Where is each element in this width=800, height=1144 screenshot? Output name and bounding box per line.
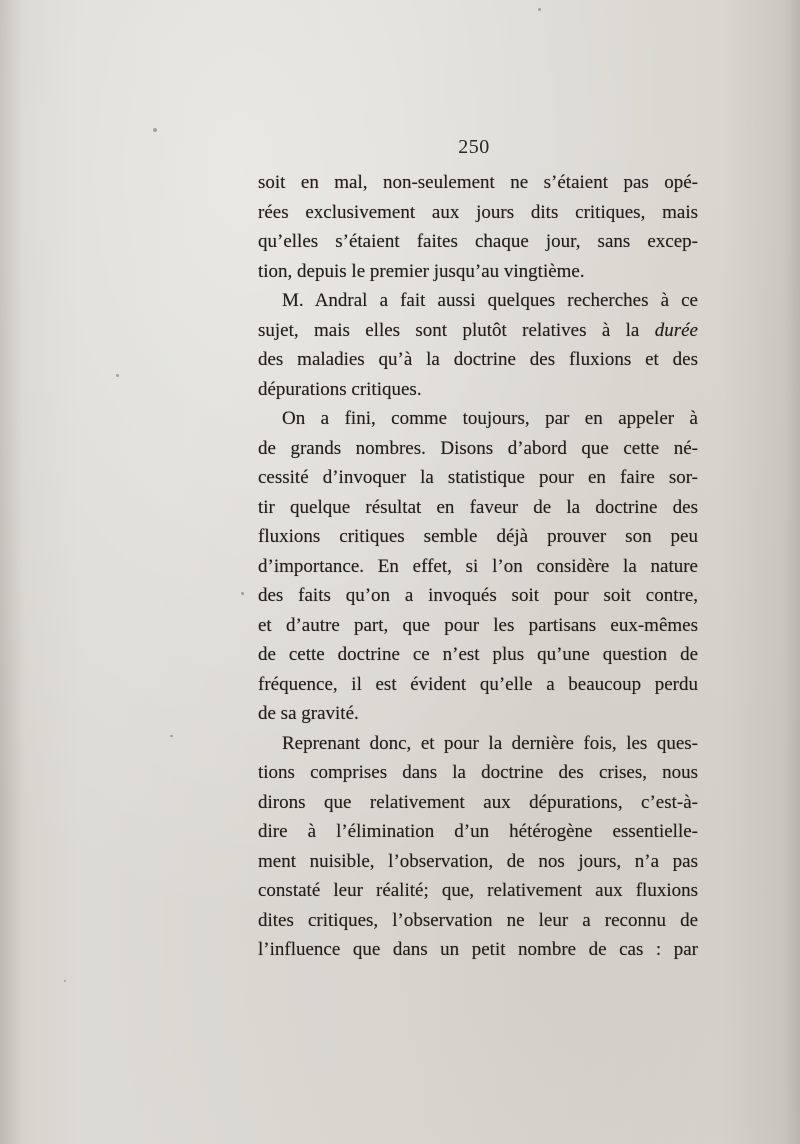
text-line: des faits qu’on a invoqués soit pour soit contre, — [258, 585, 698, 606]
text-line: rées exclusivement aux jours dits critiques, mais — [258, 201, 698, 223]
text-line: de sa gravité. — [258, 703, 359, 724]
text-line: et d’autre part, que pour les partisans eux-mêmes — [258, 614, 698, 636]
text-line: d’importance. En effet, si l’on considère la nature — [258, 555, 698, 577]
paper-speck — [64, 980, 66, 982]
text-line: tions comprises dans la doctrine des crises, nous — [258, 762, 698, 783]
text-line: M. Andral a fait aussi quelques recherches à ce — [282, 290, 698, 311]
text-line: qu’elles s’étaient faites chaque jour, sans excep- — [258, 231, 698, 252]
text-line: dirons que relativement aux dépurations, c’est-à- — [258, 791, 698, 813]
text-line: fréquence, il est évident qu’elle a beaucoup perdu — [258, 673, 698, 695]
text-line — [258, 316, 698, 346]
text-line: l’influence que dans un petit nombre de cas : par — [258, 939, 698, 960]
text-line: tion, depuis le premier jusqu’au vingtième. — [258, 260, 585, 282]
text-line: ment nuisible, l’observation, de nos jours, n’a pas — [258, 850, 698, 872]
text-line: de cette doctrine ce n’est plus qu’une question de — [258, 644, 698, 665]
paper-speck — [538, 8, 541, 11]
text-segment: sujet, mais elles sont plutôt relatives à la — [258, 319, 655, 341]
italic-term: durée — [654, 319, 698, 341]
text-line: dire à l’élimination d’un hétérogène essentielle- — [258, 821, 698, 842]
paper-speck — [153, 128, 157, 132]
text-line: fluxions critiques semble déjà prouver son peu — [258, 526, 698, 547]
page-number: 250 — [458, 136, 490, 158]
paper-speck — [170, 735, 173, 737]
text-line: On a fini, comme toujours, par en appeler à — [282, 408, 698, 429]
text-line: cessité d’invoquer la statistique pour en faire sor- — [258, 467, 698, 488]
text-line: soit en mal, non-seulement ne s’étaient pas opé- — [258, 172, 698, 193]
paper-speck — [241, 592, 244, 595]
paper-speck — [116, 374, 119, 377]
text-line: Reprenant donc, et pour la dernière fois, les ques- — [282, 732, 698, 754]
text-line: constaté leur réalité; que, relativement aux fluxions — [258, 880, 698, 901]
text-line: dépurations critiques. — [258, 378, 422, 400]
body-text — [258, 168, 698, 965]
text-line: dites critiques, l’observation ne leur a reconnu de — [258, 909, 698, 931]
text-line: de grands nombres. Disons d’abord que cette né- — [258, 437, 698, 459]
text-line: tir quelque résultat en faveur de la doctrine des — [258, 496, 698, 518]
text-line: des maladies qu’à la doctrine des fluxions et des — [258, 349, 698, 370]
